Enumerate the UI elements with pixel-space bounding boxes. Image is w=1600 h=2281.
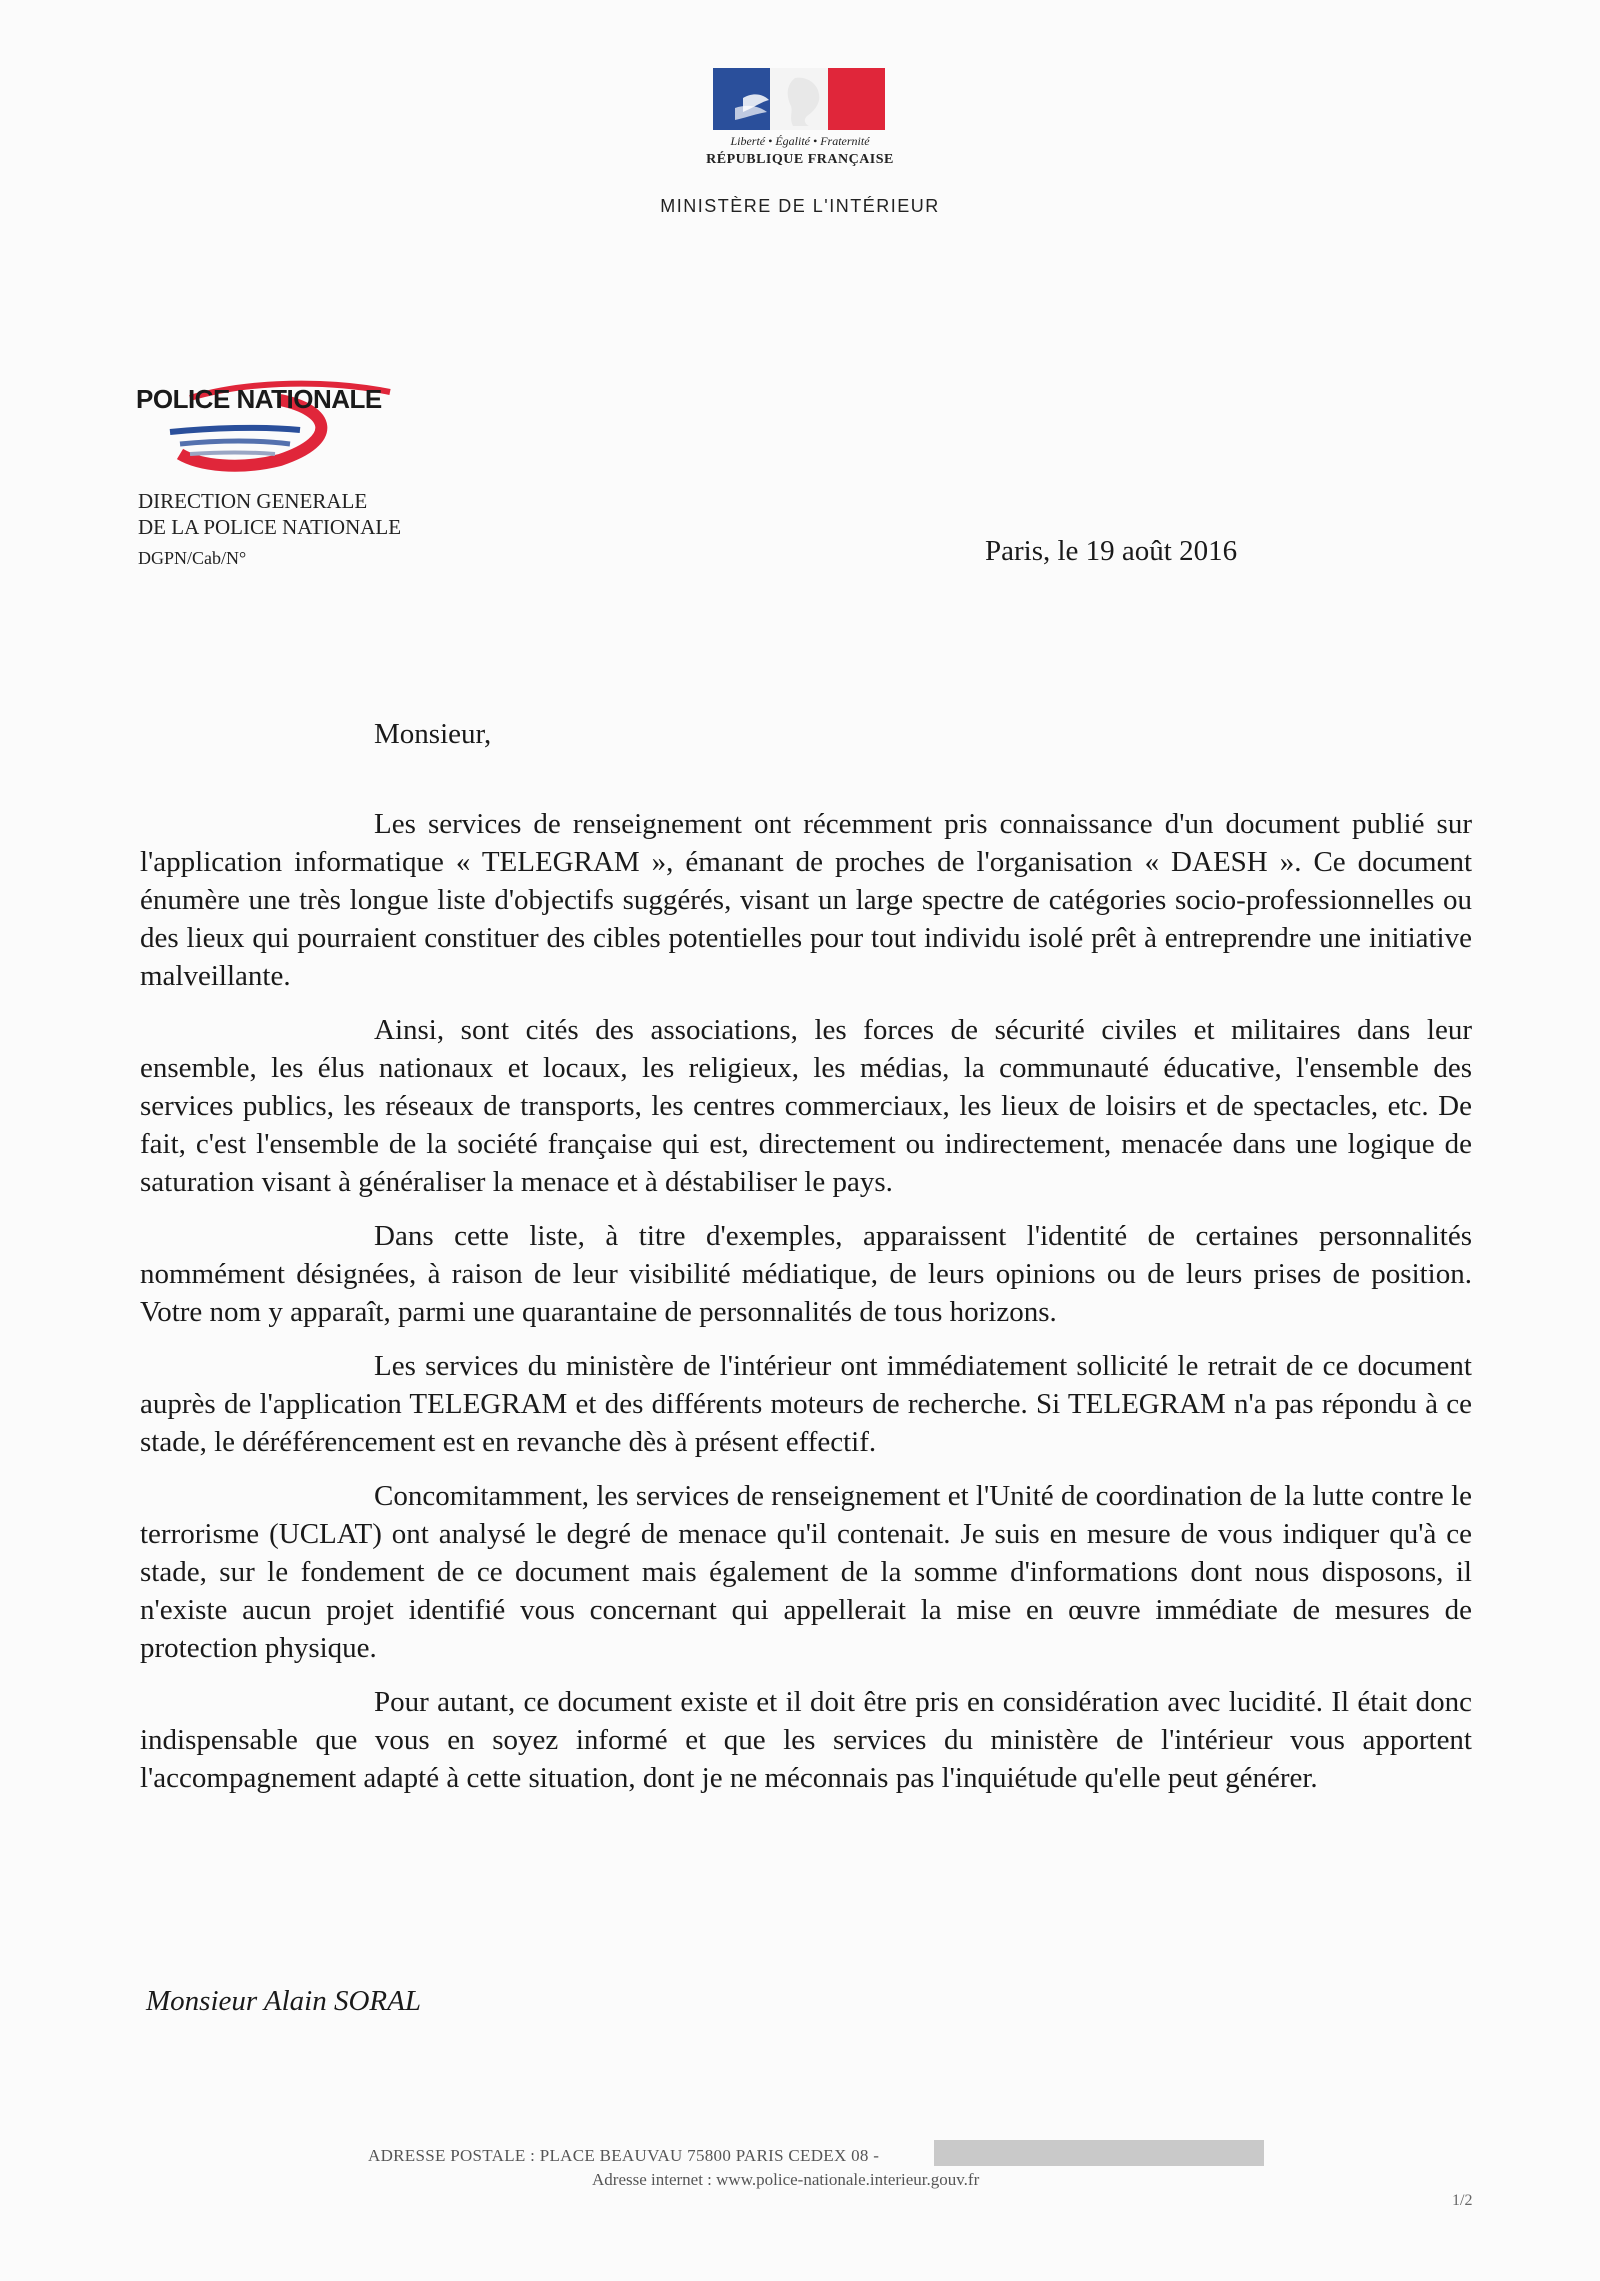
marianne-logo (713, 68, 885, 130)
sender-block (138, 488, 401, 540)
paragraph-2: Ainsi, sont cités des associations, les forces de sécurité civiles et militaires dans leur ensemble, les élus nationaux et locaux, les religieux, les médias, la communauté éducative, l'ensemble des services publics, les réseaux de transports, les centres commerciaux, les lieux de loisirs et de spectacles, etc. De fait, c'est l'ensemble de la société française qui est, directement ou indirectement, menacée dans une logique de saturation visant à généraliser la menace et à déstabiliser le pays. (140, 1014, 1472, 1198)
paragraph-4: Les services du ministère de l'intérieur ont immédiatement sollicité le retrait de ce document auprès de l'application TELEGRAM et des différents moteurs de recherche. Si TELEGRAM n'a pas répondu à ce stade, le déréférencement est en revanche dès à présent effectif. (140, 1350, 1472, 1458)
letter-date: Paris, le 19 août 2016 (985, 535, 1238, 567)
page-number: 1/2 (1452, 2192, 1473, 2209)
letter-body (140, 805, 1472, 1813)
footer-web: Adresse internet : www.police-nationale.interieur.gouv.fr (592, 2170, 980, 2189)
salutation: Monsieur, (374, 718, 492, 750)
paragraph-5: Concomitamment, les services de renseignement et l'Unité de coordination de la lutte contre le terrorisme (UCLAT) ont analysé le degré de menace qu'il contenait. Je suis en mesure de vous indiquer qu'à ce stade, sur le fondement de ce document mais également de la somme d'informations dont nous disposons, il n'existe aucun projet identifié vous concernant qui appellerait la mise en œuvre immédiate de mesures de protection physique. (140, 1480, 1472, 1664)
footer-address: ADRESSE POSTALE : PLACE BEAUVAU 75800 PARIS CEDEX 08 - (368, 2146, 880, 2165)
republique-francaise: RÉPUBLIQUE FRANÇAISE (706, 152, 894, 167)
marianne-profile-icon (713, 68, 885, 130)
paragraph-3: Dans cette liste, à titre d'exemples, apparaissent l'identité de certaines personnalités nommément désignées, à raison de leur visibilité médiatique, de leurs opinions ou de leurs prises de position. Votre nom y apparaît, parmi une quarantaine de personnalités de tous horizons. (140, 1220, 1472, 1328)
ministere-title: MINISTÈRE DE L'INTÉRIEUR (660, 196, 940, 216)
paragraph-1: Les services de renseignement ont récemment pris connaissance d'un document publié sur l'application informatique « TELEGRAM », émanant de proches de l'organisation « DAESH ». Ce document énumère une très longue liste d'objectifs suggérés, visant un large spectre de catégories socio-professionnelles ou des lieux qui pourraient constituer des cibles potentielles pour tout individu isolé prêt à entreprendre une initiative malveillante. (140, 808, 1472, 992)
paragraph-6: Pour autant, ce document existe et il doit être pris en considération avec lucidité. Il était donc indispensable que vous en soyez informé et que les services du ministère de l'intérieur vous apportent l'accompagnement adapté à cette situation, dont je ne méconnais pas l'inquiétude qu'elle peut générer. (140, 1686, 1472, 1794)
police-nationale-text: POLICE NATIONALE (136, 384, 382, 414)
sender-line-1: DIRECTION GENERALE (138, 489, 368, 513)
addressee: Monsieur Alain SORAL (146, 1985, 421, 2017)
redaction-box (934, 2140, 1264, 2166)
motto: Liberté • Égalité • Fraternité (730, 134, 870, 148)
reference: DGPN/Cab/N° (138, 548, 247, 568)
sender-line-2: DE LA POLICE NATIONALE (138, 515, 402, 539)
police-nationale-logo (130, 370, 430, 480)
